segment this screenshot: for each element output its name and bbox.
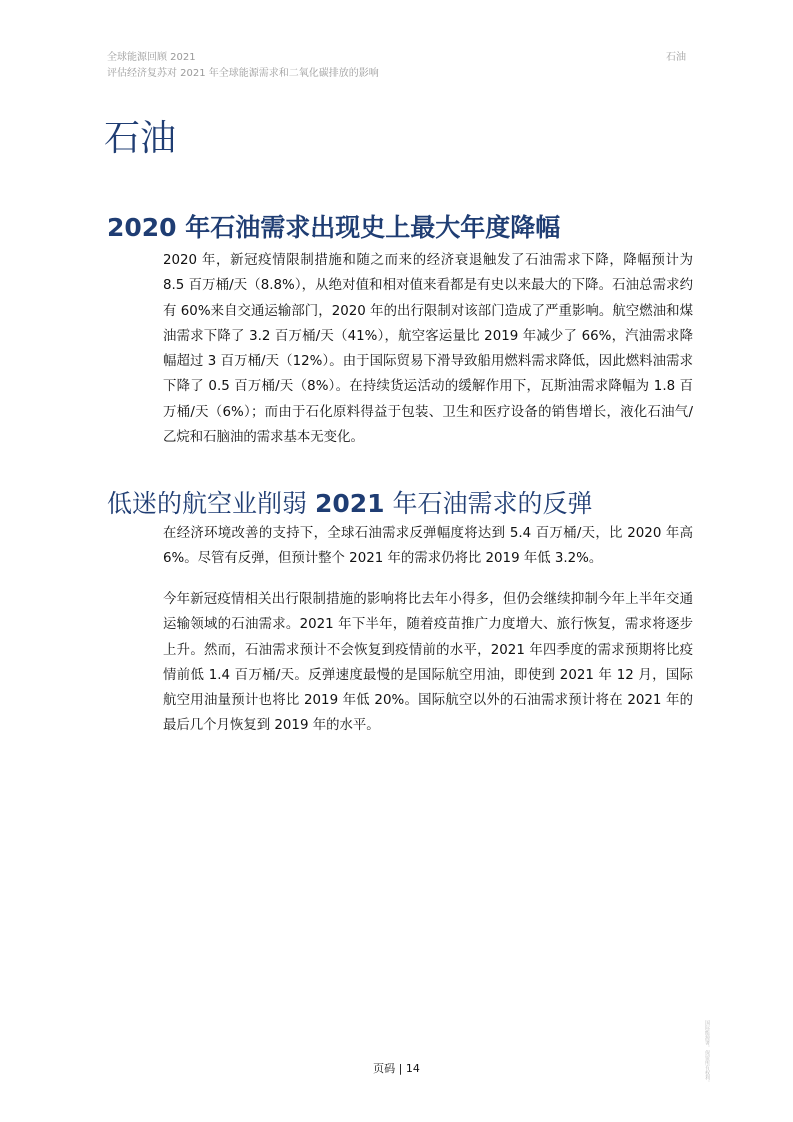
section-heading-2020-decline: 2020 年石油需求出现史上最大年度降幅 (107, 213, 561, 242)
section-heading-2021-rebound (107, 484, 593, 520)
page-number: 页码 | 14 (373, 1062, 420, 1075)
heading-text-pre: 低迷的航空业削弱 (107, 489, 315, 518)
paragraph-travel-restrictions: 今年新冠疫情相关出行限制措施的影响将比去年小得多，但仍会继续抑制今年上半年交通运输领域的石油需求。2021 年下半年，随着疫苗推广力度增大、旅行恢复，需求将逐步上升。然而，石油需求预计不会恢复到疫情前的水平，2021 年四季度的需求预期将比疫情前低 1.4 百万桶/天。反弹速度最慢的是国际航空用油，即使到 2021 年 12 月，国际航空用油量预计也将比 2019 年低 20%。国际航空以外的石油需求预计将在 2021 年的最后几个月恢复到 2019 年的水平。 (163, 592, 693, 734)
running-header-title: 全球能源回顾 2021 (107, 52, 196, 63)
chapter-title: 石油 (104, 118, 177, 159)
heading-text-post: 年石油需求的反弹 (384, 489, 593, 518)
paragraph-2020-decline: 2020 年，新冠疫情限制措施和随之而来的经济衰退触发了石油需求下降，降幅预计为 8.5 百万桶/天（8.8%），从绝对值和相对值来看都是有史以来最大的下降。石油总需求约有 60%来自交通运输部门，2020 年的出行限制对该部门造成了严重影响。航空燃油和煤油需求下降了 3.2 百万桶/天（41%），航空客运量比 2019 年减少了 66%，汽油需求降幅超过 3 百万桶/天（12%）。由于国际贸易下滑导致船用燃料需求降低，因此燃料油需求下降了 0.5 百万桶/天（8%）。在持续货运活动的缓解作用下，瓦斯油需求降幅为 1.8 百万桶/天（6%）；而由于石化原料得益于包装、卫生和医疗设备的销售增长，液化石油气/乙烷和石脑油的需求基本无变化。 (163, 253, 693, 446)
heading-year: 2021 (314, 489, 385, 518)
paragraph-rebound-summary: 在经济环境改善的支持下，全球石油需求反弹幅度将达到 5.4 百万桶/天，比 2020 年高 6%。尽管有反弹，但预计整个 2021 年的需求仍将比 2019 年低 3.2%。 (163, 526, 693, 567)
running-header-subtitle: 评估经济复苏对 2021 年全球能源需求和二氧化碳排放的影响 (107, 68, 379, 79)
running-header-section: 石油 (666, 52, 686, 63)
copyright-note: 国际能源署。保留所有权利。 (704, 1020, 710, 1085)
